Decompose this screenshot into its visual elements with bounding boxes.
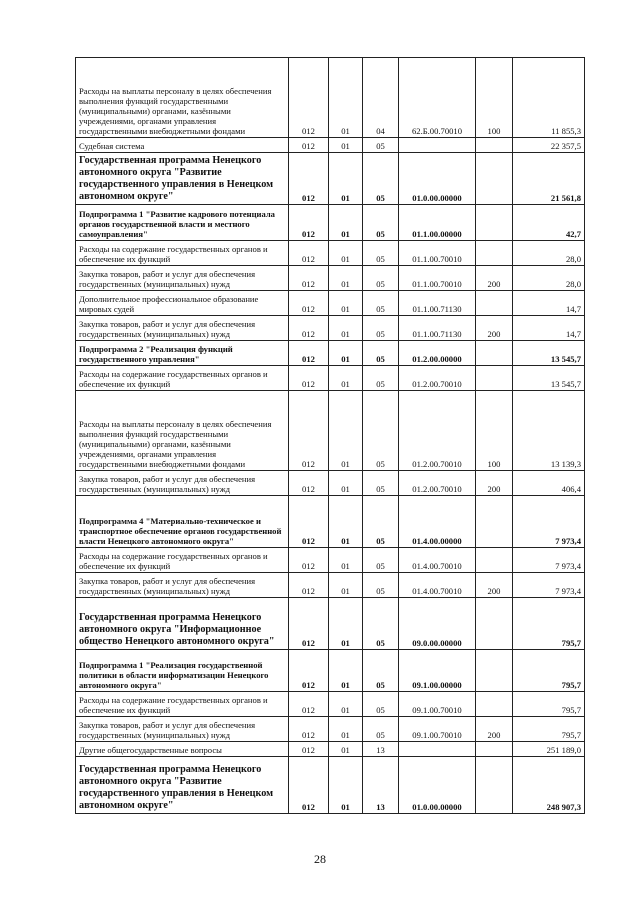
cell-ved: 012 — [289, 692, 329, 717]
cell-pr: 05 — [363, 598, 399, 650]
cell-csr: 01.0.00.00000 — [399, 757, 476, 814]
cell-vr — [476, 650, 513, 692]
cell-sum: 42,7 — [513, 205, 585, 241]
cell-name: Дополнительное профессиональное образование мировых судей — [76, 291, 289, 316]
cell-sum: 7 973,4 — [513, 548, 585, 573]
cell-name: Расходы на выплаты персоналу в целях обеспечения выполнения функций государственными (муниципальными) органами, казёнными учреждениями, органами управления государственными внебюджетными фондами — [76, 391, 289, 471]
cell-name: Подпрограмма 1 "Реализация государственной политики в области информатизации Ненецкого автономного округа" — [76, 650, 289, 692]
cell-ved: 012 — [289, 573, 329, 598]
table-row — [76, 650, 585, 692]
cell-sum: 11 855,3 — [513, 58, 585, 138]
cell-ved: 012 — [289, 717, 329, 742]
cell-vr: 200 — [476, 573, 513, 598]
table-row — [76, 573, 585, 598]
cell-sum: 795,7 — [513, 692, 585, 717]
table-row — [76, 316, 585, 341]
cell-pr: 05 — [363, 205, 399, 241]
cell-sum: 22 357,5 — [513, 138, 585, 153]
cell-ved: 012 — [289, 205, 329, 241]
cell-name: Закупка товаров, работ и услуг для обеспечения государственных (муниципальных) нужд — [76, 266, 289, 291]
cell-ved: 012 — [289, 757, 329, 814]
cell-csr: 01.2.00.70010 — [399, 366, 476, 391]
cell-vr — [476, 205, 513, 241]
cell-name: Другие общегосударственные вопросы — [76, 742, 289, 757]
cell-name: Расходы на содержание государственных органов и обеспечение их функций — [76, 548, 289, 573]
table-row — [76, 548, 585, 573]
table-row — [76, 757, 585, 814]
cell-ved: 012 — [289, 598, 329, 650]
cell-name: Расходы на содержание государственных органов и обеспечение их функций — [76, 241, 289, 266]
cell-vr — [476, 366, 513, 391]
cell-pr: 05 — [363, 266, 399, 291]
cell-vr — [476, 291, 513, 316]
cell-pr: 13 — [363, 757, 399, 814]
cell-pr: 05 — [363, 138, 399, 153]
cell-pr: 05 — [363, 548, 399, 573]
cell-sum: 406,4 — [513, 471, 585, 496]
cell-sum: 251 189,0 — [513, 742, 585, 757]
cell-ved: 012 — [289, 316, 329, 341]
cell-name: Расходы на содержание государственных органов и обеспечение их функций — [76, 366, 289, 391]
cell-ved: 012 — [289, 742, 329, 757]
cell-rz: 01 — [329, 205, 363, 241]
table-row — [76, 717, 585, 742]
cell-ved: 012 — [289, 266, 329, 291]
cell-pr: 05 — [363, 341, 399, 366]
cell-csr: 01.1.00.70010 — [399, 266, 476, 291]
table-row — [76, 266, 585, 291]
cell-csr — [399, 138, 476, 153]
cell-pr: 05 — [363, 692, 399, 717]
cell-vr: 200 — [476, 266, 513, 291]
cell-vr — [476, 548, 513, 573]
cell-vr — [476, 598, 513, 650]
cell-ved: 012 — [289, 58, 329, 138]
cell-csr: 01.2.00.70010 — [399, 471, 476, 496]
cell-name: Закупка товаров, работ и услуг для обеспечения государственных (муниципальных) нужд — [76, 717, 289, 742]
cell-csr: 01.1.00.70010 — [399, 241, 476, 266]
cell-name: Закупка товаров, работ и услуг для обеспечения государственных (муниципальных) нужд — [76, 471, 289, 496]
cell-csr: 01.2.00.00000 — [399, 341, 476, 366]
cell-ved: 012 — [289, 341, 329, 366]
cell-csr: 01.4.00.70010 — [399, 573, 476, 598]
table-body — [76, 58, 585, 814]
table-row — [76, 241, 585, 266]
cell-rz: 01 — [329, 316, 363, 341]
cell-name: Подпрограмма 1 "Развитие кадрового потенциала органов государственной власти и местного самоуправления" — [76, 205, 289, 241]
cell-pr: 05 — [363, 316, 399, 341]
cell-name: Закупка товаров, работ и услуг для обеспечения государственных (муниципальных) нужд — [76, 573, 289, 598]
cell-ved: 012 — [289, 391, 329, 471]
cell-vr — [476, 742, 513, 757]
cell-rz: 01 — [329, 471, 363, 496]
table-row — [76, 58, 585, 138]
cell-name: Государственная программа Ненецкого автономного округа "Развитие государственного управления в Ненецком автономном округе" — [76, 153, 289, 205]
budget-table — [75, 57, 585, 814]
cell-csr: 01.1.00.71130 — [399, 316, 476, 341]
cell-csr: 01.2.00.70010 — [399, 391, 476, 471]
cell-pr: 05 — [363, 717, 399, 742]
cell-ved: 012 — [289, 548, 329, 573]
page-number: 28 — [314, 852, 326, 866]
table-row — [76, 598, 585, 650]
cell-vr: 200 — [476, 717, 513, 742]
table-row — [76, 291, 585, 316]
cell-pr: 05 — [363, 153, 399, 205]
cell-name: Подпрограмма 2 "Реализация функций государственного управления" — [76, 341, 289, 366]
table-row — [76, 391, 585, 471]
cell-rz: 01 — [329, 58, 363, 138]
cell-csr: 01.1.00.00000 — [399, 205, 476, 241]
cell-vr: 100 — [476, 391, 513, 471]
cell-sum: 28,0 — [513, 241, 585, 266]
cell-rz: 01 — [329, 266, 363, 291]
cell-csr: 01.0.00.00000 — [399, 153, 476, 205]
cell-sum: 7 973,4 — [513, 496, 585, 548]
cell-vr — [476, 496, 513, 548]
cell-name: Государственная программа Ненецкого автономного округа "Развитие государственного управления в Ненецком автономном округе" — [76, 757, 289, 814]
cell-sum: 21 561,8 — [513, 153, 585, 205]
table-row — [76, 366, 585, 391]
table-row — [76, 205, 585, 241]
cell-pr: 05 — [363, 573, 399, 598]
cell-vr — [476, 757, 513, 814]
cell-sum: 795,7 — [513, 650, 585, 692]
cell-csr: 09.0.00.00000 — [399, 598, 476, 650]
cell-vr — [476, 241, 513, 266]
cell-csr — [399, 742, 476, 757]
cell-rz: 01 — [329, 291, 363, 316]
cell-rz: 01 — [329, 366, 363, 391]
cell-rz: 01 — [329, 692, 363, 717]
cell-rz: 01 — [329, 496, 363, 548]
cell-rz: 01 — [329, 341, 363, 366]
cell-pr: 05 — [363, 366, 399, 391]
cell-ved: 012 — [289, 496, 329, 548]
cell-vr: 200 — [476, 471, 513, 496]
cell-csr: 01.4.00.00000 — [399, 496, 476, 548]
cell-csr: 09.1.00.70010 — [399, 692, 476, 717]
table-row — [76, 138, 585, 153]
table-row — [76, 471, 585, 496]
cell-csr: 62.Б.00.70010 — [399, 58, 476, 138]
table-row — [76, 153, 585, 205]
cell-sum: 795,7 — [513, 717, 585, 742]
cell-csr: 09.1.00.00000 — [399, 650, 476, 692]
cell-ved: 012 — [289, 366, 329, 391]
cell-sum: 13 545,7 — [513, 341, 585, 366]
cell-vr — [476, 138, 513, 153]
cell-vr: 200 — [476, 316, 513, 341]
cell-pr: 05 — [363, 291, 399, 316]
cell-sum: 13 545,7 — [513, 366, 585, 391]
cell-rz: 01 — [329, 598, 363, 650]
cell-csr: 01.1.00.71130 — [399, 291, 476, 316]
cell-rz: 01 — [329, 573, 363, 598]
cell-pr: 04 — [363, 58, 399, 138]
cell-rz: 01 — [329, 153, 363, 205]
cell-ved: 012 — [289, 650, 329, 692]
cell-sum: 14,7 — [513, 291, 585, 316]
cell-rz: 01 — [329, 717, 363, 742]
cell-rz: 01 — [329, 138, 363, 153]
cell-csr: 09.1.00.70010 — [399, 717, 476, 742]
cell-rz: 01 — [329, 742, 363, 757]
cell-name: Государственная программа Ненецкого автономного округа "Информационное общество Ненецкого автономного округа" — [76, 598, 289, 650]
cell-sum: 7 973,4 — [513, 573, 585, 598]
cell-name: Расходы на выплаты персоналу в целях обеспечения выполнения функций государственными (муниципальными) органами, казёнными учреждениями, органами управления государственными внебюджетными фондами — [76, 58, 289, 138]
cell-sum: 14,7 — [513, 316, 585, 341]
cell-rz: 01 — [329, 757, 363, 814]
cell-rz: 01 — [329, 241, 363, 266]
cell-name: Расходы на содержание государственных органов и обеспечение их функций — [76, 692, 289, 717]
cell-pr: 13 — [363, 742, 399, 757]
cell-pr: 05 — [363, 471, 399, 496]
cell-pr: 05 — [363, 496, 399, 548]
cell-sum: 13 139,3 — [513, 391, 585, 471]
cell-rz: 01 — [329, 391, 363, 471]
cell-rz: 01 — [329, 650, 363, 692]
table-row — [76, 742, 585, 757]
cell-pr: 05 — [363, 241, 399, 266]
table-row — [76, 496, 585, 548]
cell-sum: 795,7 — [513, 598, 585, 650]
cell-ved: 012 — [289, 138, 329, 153]
cell-csr: 01.4.00.70010 — [399, 548, 476, 573]
cell-pr: 05 — [363, 650, 399, 692]
cell-ved: 012 — [289, 241, 329, 266]
cell-vr — [476, 692, 513, 717]
cell-sum: 248 907,3 — [513, 757, 585, 814]
cell-name: Судебная система — [76, 138, 289, 153]
cell-ved: 012 — [289, 471, 329, 496]
table-row — [76, 341, 585, 366]
cell-pr: 05 — [363, 391, 399, 471]
cell-sum: 28,0 — [513, 266, 585, 291]
cell-vr: 100 — [476, 58, 513, 138]
cell-ved: 012 — [289, 291, 329, 316]
cell-vr — [476, 341, 513, 366]
cell-name: Подпрограмма 4 "Материально-техническое и транспортное обеспечение органов государственной власти Ненецкого автономного округа" — [76, 496, 289, 548]
table-row — [76, 692, 585, 717]
cell-vr — [476, 153, 513, 205]
cell-rz: 01 — [329, 548, 363, 573]
cell-ved: 012 — [289, 153, 329, 205]
cell-name: Закупка товаров, работ и услуг для обеспечения государственных (муниципальных) нужд — [76, 316, 289, 341]
